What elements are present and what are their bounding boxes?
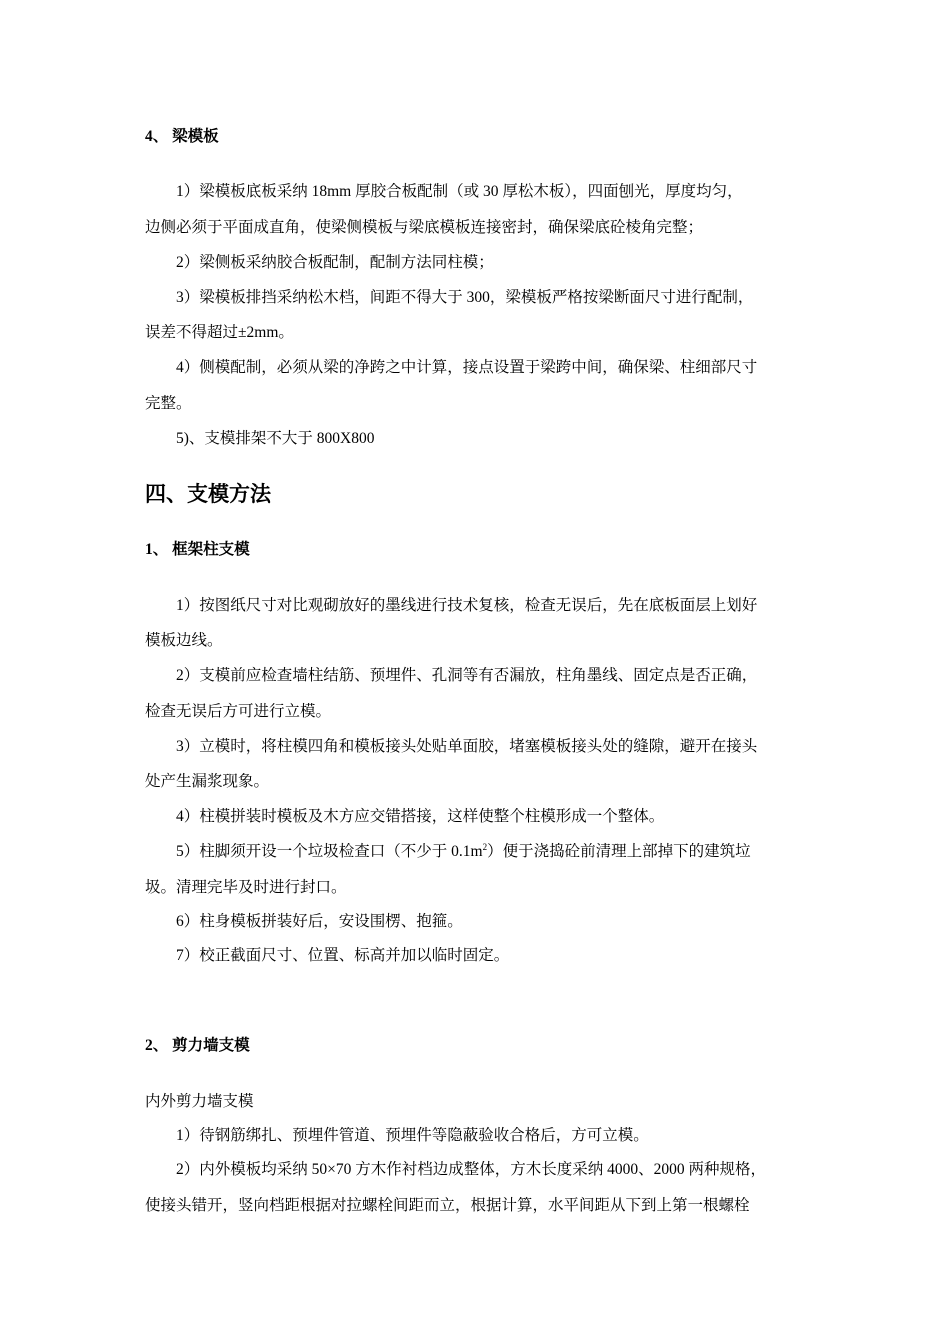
paragraph-line: 4）柱模拼装时模板及木方应交错搭接，这样使整个柱模形成一个整体。	[176, 808, 665, 825]
text-span: ）便于浇捣砼前清理上部掉下的建筑垃	[487, 843, 751, 860]
paragraph-line: 边侧必须于平面成直角，使梁侧模板与梁底模板连接密封，确保梁底砼棱角完整；	[145, 219, 704, 236]
paragraph-line: 1）梁模板底板采纳 18mm 厚胶合板配制（或 30 厚松木板），四面刨光，厚度均匀，	[176, 183, 743, 200]
paragraph-line: 4）侧模配制，必须从梁的净跨之中计算，接点设置于梁跨中间，确保梁、柱细部尺寸	[176, 359, 758, 376]
paragraph-line: 1）待钢筋绑扎、预埋件管道、预埋件等隐蔽验收合格后，方可立模。	[176, 1127, 649, 1144]
paragraph-line: 7）校正截面尺寸、位置、标高并加以临时固定。	[176, 947, 510, 964]
paragraph-line: 2）内外模板均采纳 50×70 方木作衬档边成整体，方木长度采纳 4000、2000 两种规格，	[176, 1161, 766, 1178]
paragraph-line: 模板边线。	[145, 632, 223, 649]
paragraph-line: 处产生漏浆现象。	[145, 773, 270, 790]
paragraph-line: 6）柱身模板拼装好后，安设围楞、抱箍。	[176, 913, 463, 930]
text-span: 5）柱脚须开设一个垃圾检查口（不少于 0.1m	[176, 843, 483, 860]
paragraph-line: 3）梁模板排挡采纳松木档，间距不得大于 300，梁模板严格按梁断面尺寸进行配制，	[176, 289, 754, 306]
paragraph-line: 检查无误后方可进行立模。	[145, 703, 332, 720]
paragraph-line: 1）按图纸尺寸对比观砌放好的墨线进行技术复核，检查无误后，先在底板面层上划好	[176, 597, 758, 614]
section-heading-shear-wall: 2、 剪力墙支模	[145, 1037, 250, 1054]
paragraph-line: 完整。	[145, 395, 192, 412]
paragraph-line: 5)、支模排架不大于 800X800	[176, 430, 375, 447]
paragraph-line: 2）支模前应检查墙柱结筋、预埋件、孔洞等有否漏放，柱角墨线、固定点是否正确，	[176, 667, 758, 684]
paragraph-line: 2）梁侧板采纳胶合板配制，配制方法同柱模；	[176, 254, 494, 271]
paragraph-line: 内外剪力墙支模	[145, 1093, 254, 1110]
paragraph-line: 使接头错开，竖向档距根据对拉螺栓间距而立，根据计算，水平间距从下到上第一根螺栓	[145, 1197, 750, 1214]
superscript: 2	[482, 841, 488, 852]
paragraph-line: 圾。清理完毕及时进行封口。	[145, 879, 347, 896]
chapter-heading-support-method: 四、支模方法	[145, 482, 271, 506]
paragraph-line: 3）立模时，将柱模四角和模板接头处贴单面胶，堵塞模板接头处的缝隙，避开在接头	[176, 738, 758, 755]
section-heading-beam-formwork: 4、 梁模板	[145, 128, 219, 145]
paragraph-line: 误差不得超过±2mm。	[145, 324, 294, 341]
section-heading-frame-column: 1、 框架柱支模	[145, 541, 250, 558]
paragraph-line	[176, 842, 751, 862]
